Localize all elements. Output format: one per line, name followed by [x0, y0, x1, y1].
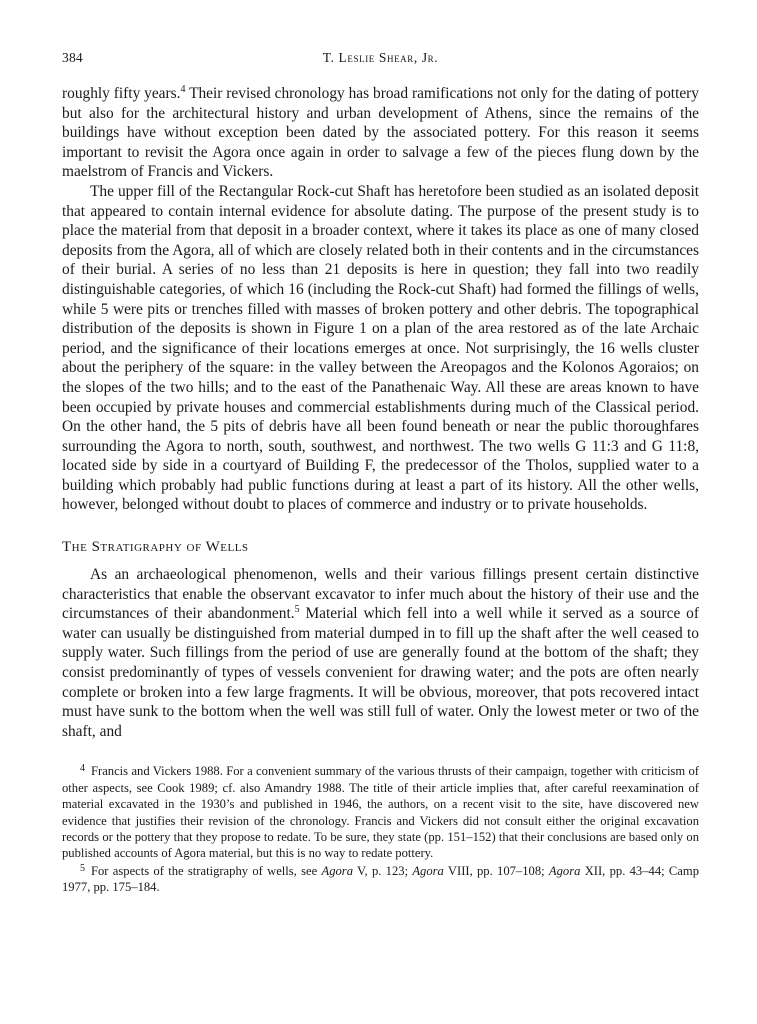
footnote-ref-5[interactable]: 5: [294, 604, 300, 616]
section-heading: The Stratigraphy of Wells: [62, 539, 249, 556]
paragraph-text: As an archaeological phenomenon, wells and their various fillings present certain distinctive characteristics that enable the observant excavator to infer much about the history of their use and the circumstances of their abandonment.: [62, 566, 699, 623]
paragraph-text: roughly fifty years.: [62, 85, 181, 102]
paragraph-stratigraphy: [62, 565, 699, 741]
paragraph-text: Material which fell into a well while it served as a source of water can usually be distinguished from material dumped in to fill up the shaft after the well ceased to supply water. Such fillings from the period of use are generally found at the bottom of the shaft; they consist predominantly of types of vessels convenient for drawing water; and the pots are often nearly complete or broken into a few large fragments. It will be obvious, moreover, that pots recovered intact must have sunk to the bottom when the well was still full of water. Only the lowest meter or two of the shaft, and: [62, 605, 699, 740]
body-text: [62, 84, 699, 741]
series-title: Agora: [412, 863, 444, 878]
footnote-4: [62, 763, 699, 861]
footnote-text: Francis and Vickers 1988. For a convenient summary of the various thrusts of their campaign, together with criticism of other aspects, see Cook 1989; cf. also Amandry 1988. The title of their article implies that, after careful reexamination of material excavated in the 1930’s and published in 1946, the authors, on a recent visit to the site, have discovered new evidence that justifies their revision of the chronology. Francis and Vickers did not consult either the original excavation records or the pottery that they propose to redate. To be sure, they state (pp. 151–152) that their conclusions are based only on published accounts of Agora material, but this is no way to redate pottery.: [62, 764, 699, 861]
running-title: T. Leslie Shear, Jr.: [322, 50, 439, 65]
footnote-mark: 4: [80, 763, 85, 775]
footnote-text: V, p. 123;: [352, 863, 413, 878]
running-head: [62, 50, 699, 70]
series-title: Agora: [548, 863, 581, 878]
page-number: 384: [62, 50, 83, 65]
journal-page: [62, 0, 699, 896]
footnote-text: For aspects of the stratigraphy of wells, see: [91, 863, 322, 878]
footnotes: [62, 763, 699, 895]
series-title: Agora: [321, 863, 353, 878]
paragraph-continued: [62, 84, 699, 182]
footnote-text: XII, pp. 43–44; Camp 1977, pp. 175–184.: [62, 863, 699, 895]
footnote-5: [62, 863, 699, 896]
footnote-mark: 5: [80, 862, 85, 874]
footnote-ref-4[interactable]: 4: [180, 84, 186, 95]
paragraph-text: Their revised chronology has broad ramifications not only for the dating of pottery but also for the architectural history and urban development of Athens, since the remains of the buildings have without exception been dated by the associated pottery. For this reason it seems important to revisit the Agora once again in order to salvage a few of the pieces flung down by the maelstrom of Francis and Vickers.: [62, 85, 700, 181]
footnote-text: VIII, pp. 107–108;: [443, 863, 549, 878]
paragraph-deposits: The upper fill of the Rectangular Rock-cut Shaft has heretofore been studied as an isolated deposit that appeared to contain internal evidence for absolute dating. The purpose of the present study is to place the material from that deposit in a broader context, where it takes its place as one of many closed deposits from the Agora, all of which are closely related both in their contents and in the circumstances of their burial. A series of no less than 21 deposits is here in question; they fall into two readily distinguishable categories, of which 16 (including the Rock-cut Shaft) had formed the fillings of wells, while 5 were pits or trenches filled with masses of broken pottery and other debris. The topographical distribution of the deposits is shown in Figure 1 on a plan of the area restored as of the late Archaic period, and the significance of their locations emerges at once. Not surprisingly, the 16 wells cluster about the periphery of the square: in the valley between the Areopagos and the Kolonos Agoraios; on the slopes of the two hills; and to the east of the Panathenaic Way. All these are areas known to have been occupied by private houses and commercial establishments during much of the Classical period. On the other hand, the 5 pits of debris have all been found beneath or near the public thoroughfares surrounding the Agora to north, south, southwest, and northwest. The two wells G 11:3 and G 11:8, located side by side in a courtyard of Building F, the predecessor of the Tholos, supplied water to a building which probably had public functions during at least a part of its history. All the other wells, however, belonged without doubt to places of commerce and industry or to private households.: [62, 182, 699, 514]
